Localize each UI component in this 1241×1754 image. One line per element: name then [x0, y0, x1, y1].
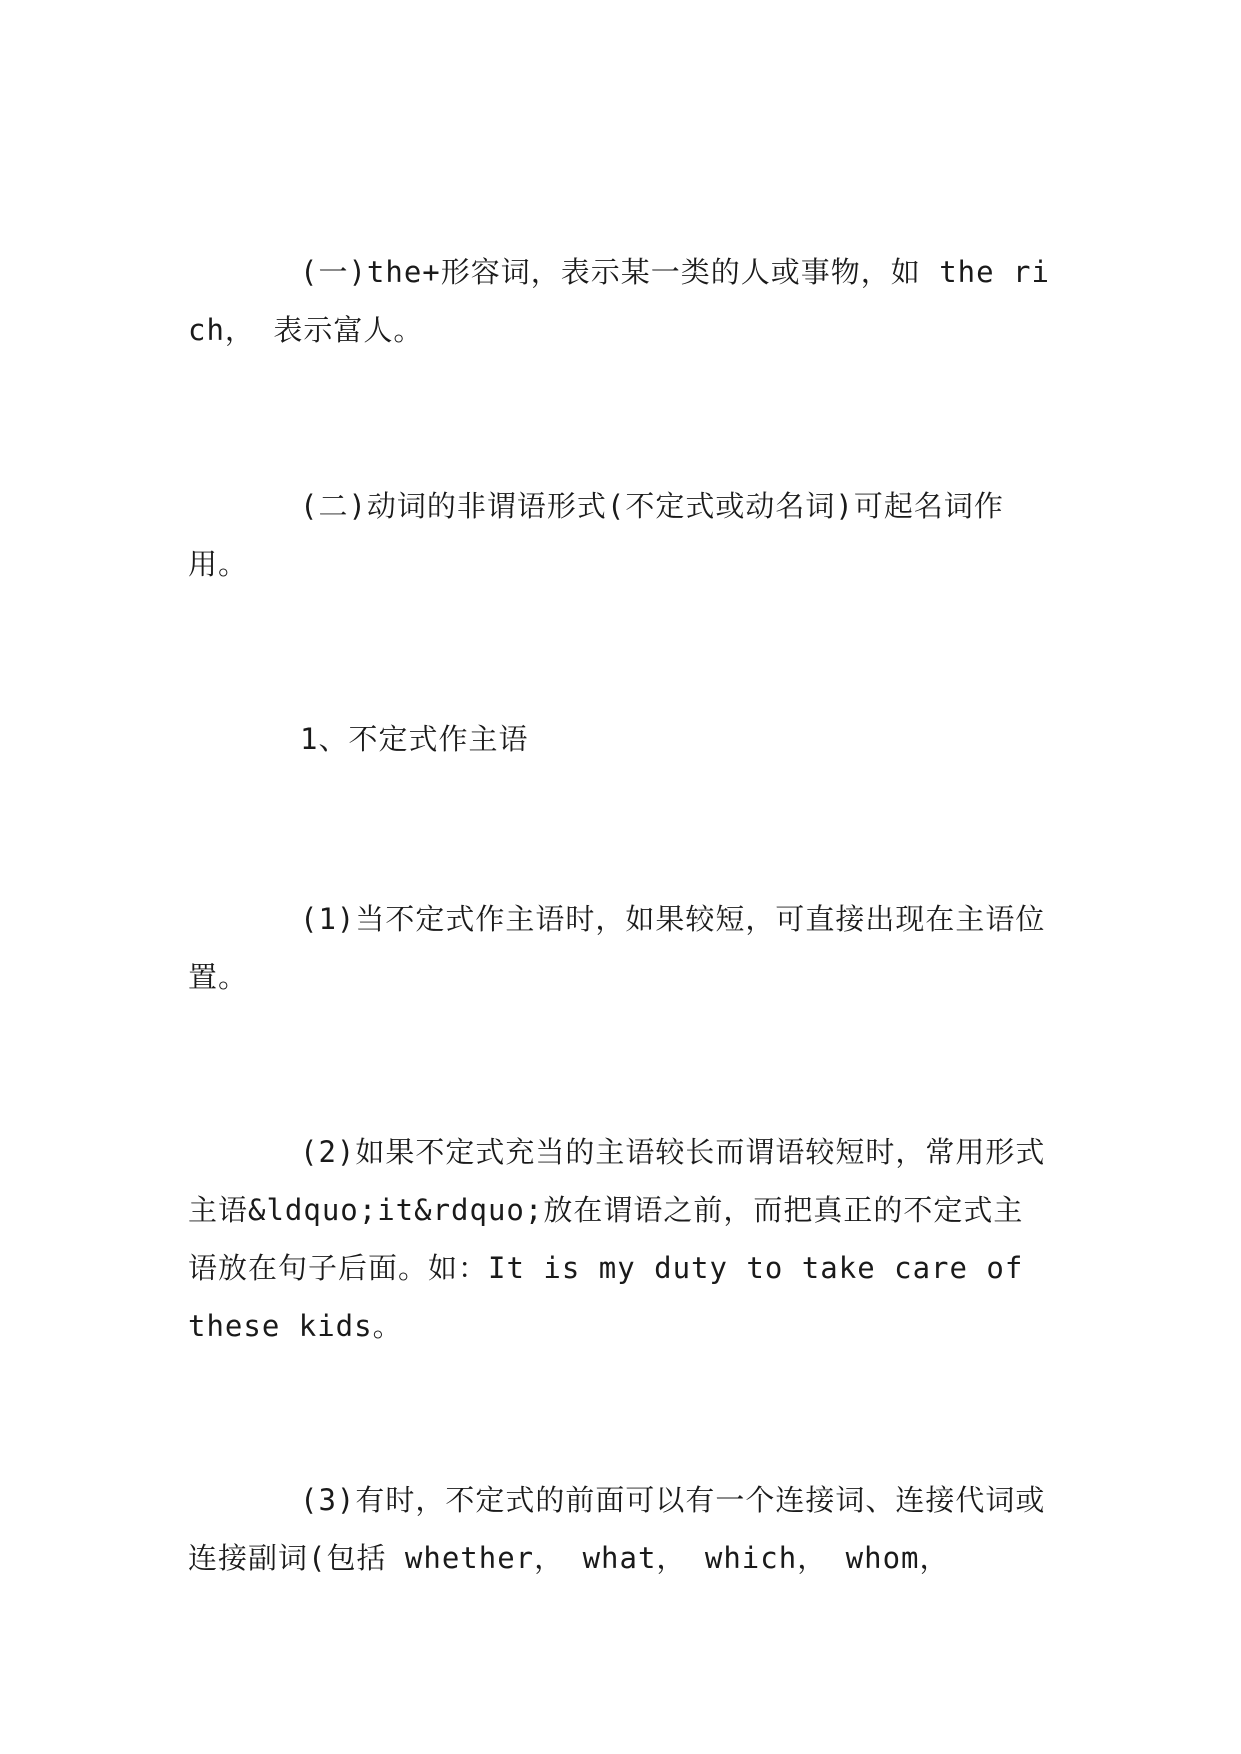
paragraph-the-adjective: (一)the+形容词，表示某一类的人或事物，如 the rich， 表示富人。 — [188, 255, 1050, 347]
paragraph-non-finite-verb: (二)动词的非谓语形式(不定式或动名词)可起名词作用。 — [188, 489, 1004, 581]
paragraph-point-2: (2)如果不定式充当的主语较长而谓语较短时，常用形式主语&ldquo;it&rdquo;放在谓语之前，而把真正的不定式主语放在句子后面。如：It is my duty to take care of these kids。 — [188, 1135, 1046, 1343]
paragraph-point-1: (1)当不定式作主语时，如果较短，可直接出现在主语位置。 — [188, 902, 1046, 994]
heading-infinitive-as-subject: 1、不定式作主语 — [300, 722, 529, 756]
paragraph-point-3: (3)有时，不定式的前面可以有一个连接词、连接代词或连接副词(包括 whether， what， which， whom， — [188, 1483, 1046, 1575]
